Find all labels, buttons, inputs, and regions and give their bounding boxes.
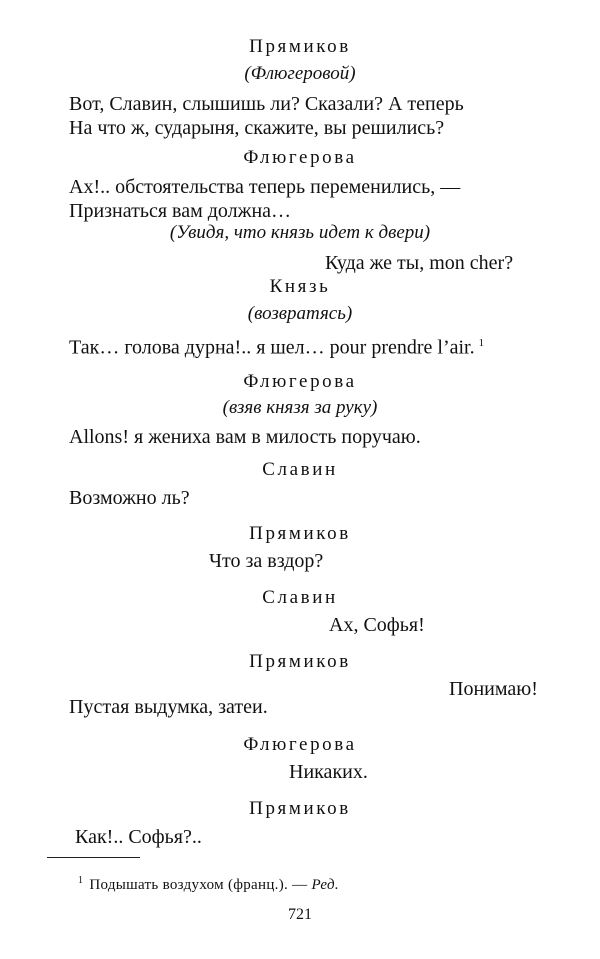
stage-direction: (взяв князя за руку) xyxy=(222,397,378,418)
verse-text: Так… голова дурна!.. я шел… pour prendre l’air. xyxy=(69,336,475,359)
verse-line: Ах, Софья! xyxy=(329,614,425,636)
stage-direction: (Увидя, что князь идет к двери) xyxy=(169,222,431,243)
verse-line: На что ж, сударыня, скажите, вы решились? xyxy=(69,117,445,139)
footnote-text: Подышать воздухом (франц.). — xyxy=(89,877,312,893)
page-number: 721 xyxy=(288,906,312,923)
verse-line: Никаких. xyxy=(289,761,368,783)
footnote-reference: 1 xyxy=(478,337,485,349)
speaker-flyugerova: Флюгерова xyxy=(243,734,357,755)
speaker-slavin: Славин xyxy=(262,587,338,608)
verse-line: Что за вздор? xyxy=(209,550,324,572)
verse-line: Признаться вам должна… xyxy=(69,200,292,222)
speaker-pryamikov: Прямиков xyxy=(249,36,351,57)
speaker-pryamikov: Прямиков xyxy=(249,798,351,819)
stage-direction: (возвратясь) xyxy=(247,303,353,324)
verse-line: Ах!.. обстоятельства теперь переменились, — xyxy=(69,176,461,198)
stage-direction: (Флюгеровой) xyxy=(244,63,356,84)
speaker-pryamikov: Прямиков xyxy=(249,523,351,544)
verse-line: Куда же ты, mon cher? xyxy=(325,252,514,274)
speaker-pryamikov: Прямиков xyxy=(249,651,351,672)
speaker-slavin: Славин xyxy=(262,459,338,480)
speaker-knyaz: Князь xyxy=(269,276,331,297)
verse-line: Как!.. Софья?.. xyxy=(75,826,202,848)
speaker-flyugerova: Флюгерова xyxy=(243,371,357,392)
verse-line: Пустая выдумка, затеи. xyxy=(69,696,268,718)
footnote-divider xyxy=(47,857,140,858)
footnote-editor: Ред. xyxy=(311,877,339,893)
verse-line: Allons! я жениха вам в милость поручаю. xyxy=(69,426,421,448)
verse-line: Вот, Славин, слышишь ли? Сказали? А теперь xyxy=(69,93,464,115)
speaker-flyugerova: Флюгерова xyxy=(243,147,357,168)
verse-line: Возможно ль? xyxy=(69,487,190,509)
verse-line xyxy=(69,331,484,360)
footnote xyxy=(78,869,339,897)
footnote-mark: 1 xyxy=(78,875,84,886)
verse-line: Понимаю! xyxy=(449,678,538,700)
